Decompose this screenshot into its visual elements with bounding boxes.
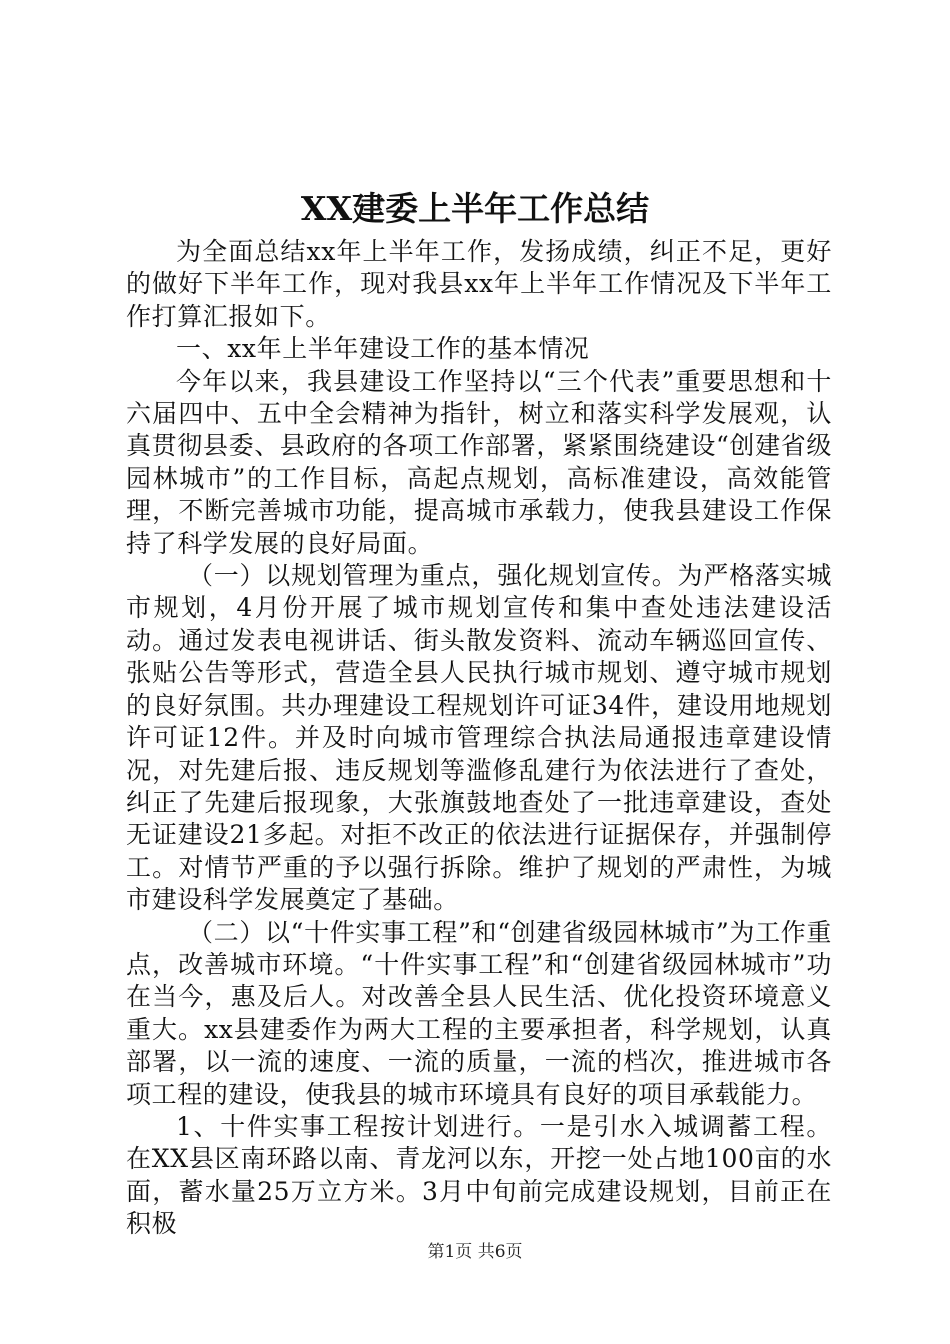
paragraph-projects: （二）以“十件实事工程”和“创建省级园林城市”为工作重点，改善城市环境。“十件实事工程”和“创建省级园林城市”功在当今，惠及后人。对改善全县人民生活、优化投资环境意义重大。xx县建委作为两大工程的主要承担者，科学规划，认真部署，以一流的速度、一流的质量，一流的档次，推进城市各项工程的建设，使我县的城市环境具有良好的项目承载能力。: [126, 917, 832, 1109]
paragraph-intro: 为全面总结xx年上半年工作，发扬成绩，纠正不足，更好的做好下半年工作，现对我县xx年上半年工作情况及下半年工作打算汇报如下。: [126, 237, 832, 331]
page-footer: 第1页 共6页: [427, 1242, 523, 1262]
section-heading-1: 一、xx年上半年建设工作的基本情况: [176, 334, 590, 364]
paragraph-overview: 今年以来，我县建设工作坚持以“三个代表”重要思想和十六届四中、五中全会精神为指针，树立和落实科学发展观，认真贯彻县委、县政府的各项工作部署，紧紧围绕建设“创建省级园林城市”的工作目标，高起点规划，高标准建设，高效能管理，不断完善城市功能，提高城市承载力，使我县建设工作保持了科学发展的良好局面。: [126, 366, 832, 558]
document-body: [126, 236, 832, 1241]
document-title: XX建委上半年工作总结: [300, 189, 650, 228]
paragraph-planning: （一）以规划管理为重点，强化规划宣传。为严格落实城市规划，4月份开展了城市规划宣传和集中查处违法建设活动。通过发表电视讲话、街头散发资料、流动车辆巡回宣传、张贴公告等形式，营造全县人民执行城市规划、遵守城市规划的良好氛围。共办理建设工程规划许可证34件，建设用地规划许可证12件。并及时向城市管理综合执法局通报违章建设情况，对先建后报、违反规划等滥修乱建行为依法进行了查处，纠正了先建后报现象，大张旗鼓地查处了一批违章建设，查处无证建设21多起。对拒不改正的依法进行证据保存，并强制停工。对情节严重的予以强行拆除。维护了规划的严肃性，为城市建设科学发展奠定了基础。: [126, 561, 832, 915]
paragraph-item-1: 1、十件实事工程按计划进行。一是引水入城调蓄工程。在XX县区南环路以南、青龙河以东，开挖一处占地100亩的水面，蓄水量25万立方米。3月中旬前完成建设规划，目前正在积极: [126, 1111, 832, 1239]
